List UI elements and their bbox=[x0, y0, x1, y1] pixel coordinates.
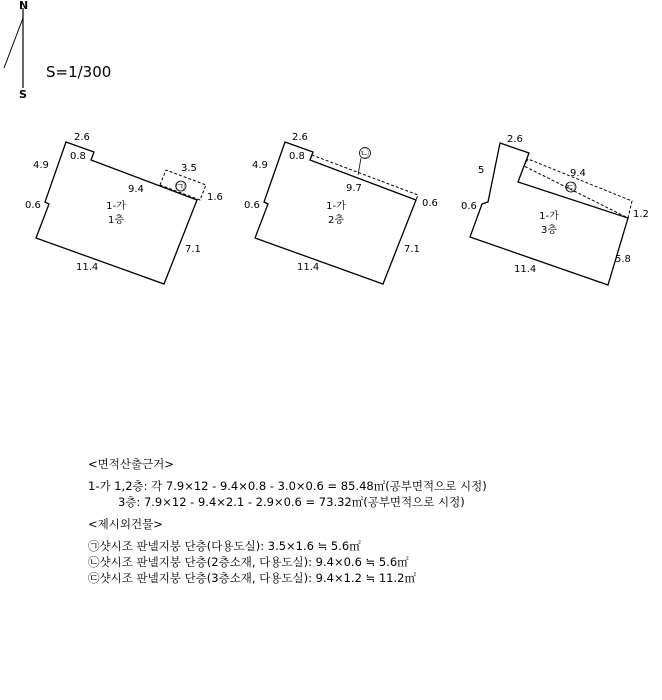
plan-2-dim-top: 2.6 bbox=[292, 132, 308, 143]
extra-buildings-heading: <제시외건물> bbox=[88, 517, 163, 531]
plan-2-dim-left-lower: 0.6 bbox=[244, 200, 260, 211]
plan-2-outline bbox=[255, 142, 416, 284]
plan-1-dim-top: 2.6 bbox=[74, 132, 90, 143]
plan-2-dim-roof: 9.7 bbox=[346, 183, 362, 194]
plan-3-dim-roof: 9.4 bbox=[570, 168, 586, 179]
plan-1-dim-ext-h: 1.6 bbox=[207, 192, 223, 203]
area-notes bbox=[88, 456, 648, 586]
area-basis-heading: <면적산출근거> bbox=[88, 457, 174, 471]
area-basis-line-1: 1-가 1,2층: 각 7.9×12 - 9.4×0.8 - 3.0×0.6 = 85.48㎡(공부면적으로 시정) bbox=[88, 479, 487, 493]
plan-1-dim-roof: 9.4 bbox=[128, 184, 144, 195]
north-arrow bbox=[4, 0, 111, 101]
plan-3-dim-top: 2.6 bbox=[507, 134, 523, 145]
plan-3-marker: ㉢ bbox=[565, 183, 575, 194]
plan-1-dim-left-upper: 4.9 bbox=[33, 160, 49, 171]
plan-1-dim-step: 0.8 bbox=[70, 151, 86, 162]
extra-building-2: ㉡샷시조 판넬지붕 단층(2층소재, 다용도실): 9.4×0.6 ≒ 5.6㎡ bbox=[88, 555, 409, 569]
north-label: N bbox=[19, 0, 29, 12]
plan-2-marker: ㉡ bbox=[359, 149, 369, 160]
plan-1-dim-ext-w: 3.5 bbox=[181, 163, 197, 174]
extra-building-3: ㉢샷시조 판넬지붕 단층(3층소재, 다용도실): 9.4×1.2 ≒ 11.2㎡ bbox=[88, 571, 416, 585]
plan-1-dim-right: 7.1 bbox=[185, 244, 201, 255]
plan-1-dim-left-lower: 0.6 bbox=[25, 200, 41, 211]
plan-2-dim-step: 0.8 bbox=[289, 151, 305, 162]
south-label: S bbox=[19, 88, 27, 101]
plan-3-label-2: 3층 bbox=[540, 225, 558, 236]
plan-2-extension bbox=[310, 155, 418, 200]
floor-plan-2 bbox=[244, 132, 438, 284]
area-basis-line-2: 3층: 7.9×12 - 9.4×2.1 - 2.9×0.6 = 73.32㎡(공부면적으로 시정) bbox=[118, 495, 465, 509]
scale-label: S=1/300 bbox=[46, 63, 112, 81]
plan-1-label-1: 1-가 bbox=[106, 201, 126, 212]
plan-2-label-2: 2층 bbox=[327, 215, 345, 226]
plan-2-label-1: 1-가 bbox=[326, 201, 346, 212]
plan-3-dim-left-lower: 0.6 bbox=[461, 201, 477, 212]
floor-plan-1 bbox=[25, 132, 223, 284]
plan-1-marker: ㉠ bbox=[175, 182, 185, 193]
plan-2-dim-right: 7.1 bbox=[404, 244, 420, 255]
plan-1-outline bbox=[36, 142, 197, 284]
plan-3-dim-ext-h: 1.2 bbox=[633, 209, 649, 220]
plan-2-dim-left-upper: 4.9 bbox=[252, 160, 268, 171]
plan-3-dim-bottom: 11.4 bbox=[514, 264, 537, 275]
extra-building-1: ㉠샷시조 판넬지붕 단층(다용도실): 3.5×1.6 ≒ 5.6㎡ bbox=[88, 539, 361, 553]
plan-1-label-2: 1층 bbox=[107, 215, 125, 226]
plan-2-dim-bottom: 11.4 bbox=[297, 262, 320, 273]
plan-3-dim-right: 5.8 bbox=[615, 254, 631, 265]
plan-3-label-1: 1-가 bbox=[539, 211, 559, 222]
plan-1-dim-bottom: 11.4 bbox=[76, 262, 99, 273]
plan-3-dim-left-upper: 5 bbox=[478, 165, 485, 176]
plan-2-dim-ext-h: 0.6 bbox=[422, 198, 438, 209]
north-arrow-needle bbox=[4, 18, 23, 68]
floor-plan-3 bbox=[461, 134, 649, 285]
